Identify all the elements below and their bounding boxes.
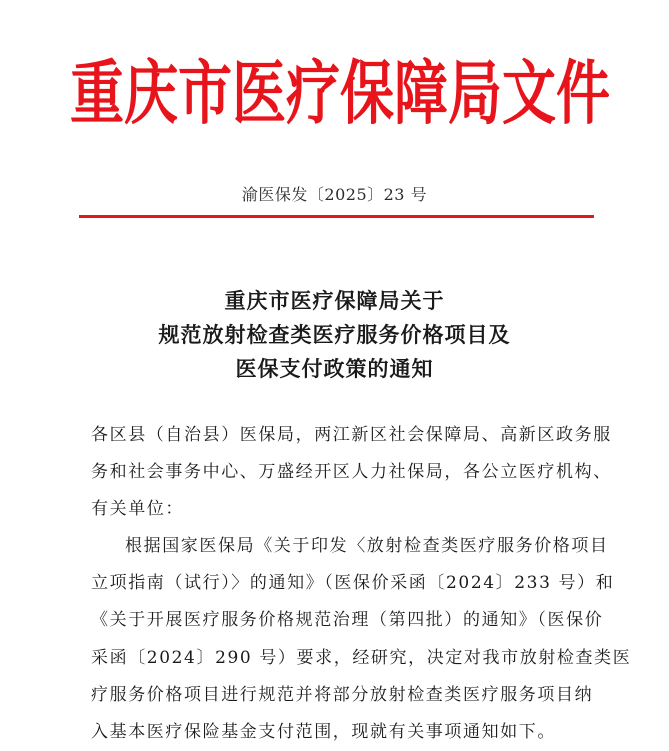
paragraph-1 <box>91 528 615 639</box>
body-line: 《关于开展医疗服务价格规范治理（第四批）的通知》（医保价 <box>91 610 604 630</box>
masthead-char: 文 <box>502 53 556 134</box>
document-masthead <box>70 52 610 136</box>
body-line: 务和社会事务中心、万盛经开区人力社保局，各公立医疗机构、 <box>91 462 612 482</box>
title-line: 重庆市医疗保障局关于 <box>224 288 445 313</box>
document-title <box>0 284 669 386</box>
body-line: 立项指南（试行）〉的通知》（医保价采函〔2024〕233 号）和 <box>91 573 615 593</box>
masthead-char: 保 <box>340 53 394 134</box>
masthead-char: 医 <box>232 53 286 134</box>
masthead-char: 庆 <box>124 53 178 134</box>
masthead-char: 件 <box>556 53 610 134</box>
title-line: 规范放射检查类医疗服务价格项目及 <box>158 322 511 347</box>
body-line: 入基本医疗保险基金支付范围，现就有关事项通知如下。 <box>91 722 556 742</box>
masthead-char: 重 <box>70 53 124 134</box>
masthead-char: 局 <box>448 53 502 134</box>
title-line: 医保支付政策的通知 <box>235 356 434 381</box>
masthead-char: 疗 <box>286 53 340 134</box>
body-line: 疗服务价格项目进行规范并将部分放射检查类医疗服务项目纳 <box>91 685 594 705</box>
body-line: 根据国家医保局《关于印发〈放射检查类医疗服务价格项目 <box>125 536 609 556</box>
recipients-block <box>91 417 612 528</box>
document-number: 渝医保发〔2025〕23 号 <box>241 185 428 204</box>
masthead-char: 障 <box>394 53 448 134</box>
body-line: 采函〔2024〕290 号）要求，经研究，决定对我市放射检查类医 <box>91 648 632 668</box>
paragraph-2 <box>91 640 632 751</box>
body-line: 有关单位： <box>91 499 184 519</box>
body-line: 各区县（自治县）医保局，两江新区社会保障局、高新区政务服 <box>91 425 612 445</box>
red-separator-line <box>79 215 594 218</box>
masthead-char: 市 <box>178 53 232 134</box>
